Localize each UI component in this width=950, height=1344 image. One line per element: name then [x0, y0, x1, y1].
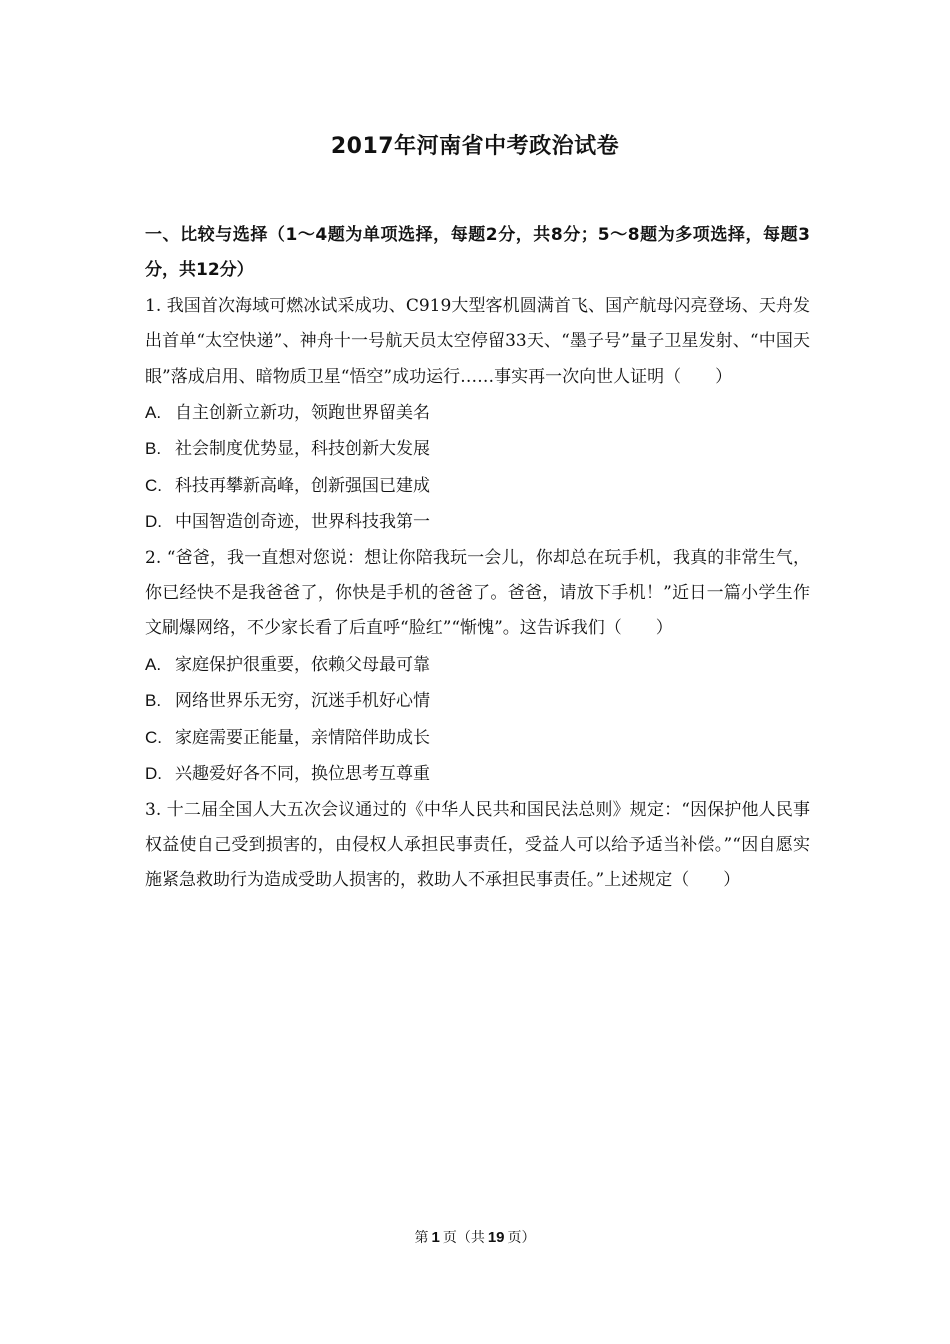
option-text: 中国智造创奇迹，世界科技我第一 [175, 512, 430, 533]
question-2-option-c [145, 720, 810, 756]
option-text: 家庭保护很重要，依赖父母最可靠 [175, 654, 430, 675]
question-1-stem: 1. 我国首次海域可燃冰试采成功、C919大型客机圆满首飞、国产航母闪亮登场、天舟发出首单“太空快递”、神舟十一号航天员太空停留33天、“墨子号”量子卫星发射、“中国天眼”落成启用、暗物质卫星“悟空”成功运行……事实再一次向世人证明（ ） [145, 295, 810, 387]
question-2-stem: 2. “爸爸，我一直想对您说：想让你陪我玩一会儿，你却总在玩手机，我真的非常生气，你已经快不是我爸爸了，你快是手机的爸爸了。爸爸，请放下手机！”近日一篇小学生作文刷爆网络，不少家长看了后直呼“脸红”“惭愧”。这告诉我们（ ） [145, 547, 810, 639]
option-letter: A. [145, 403, 162, 423]
footer-middle: 页（共 [442, 1230, 485, 1246]
option-letter: A. [145, 654, 162, 674]
page-footer [0, 1228, 950, 1248]
section-heading: 一、比较与选择（1～4题为单项选择，每题2分，共8分；5～8题为多项选择，每题3分，共12分） [145, 225, 810, 281]
option-text: 兴趣爱好各不同，换位思考互尊重 [175, 764, 430, 785]
option-text: 自主创新立新功，领跑世界留美名 [175, 403, 430, 424]
question-1-option-c [145, 468, 810, 504]
exam-content [145, 218, 810, 899]
page-title: 2017年河南省中考政治试卷 [330, 134, 620, 159]
question-3-stem: 3. 十二届全国人大五次会议通过的《中华人民共和国民法总则》规定：“因保护他人民事权益使自己受到损害的，由侵权人承担民事责任，受益人可以给予适当补偿。”“因自愿实施紧急救助行为造成受助人损害的，救助人不承担民事责任。”上述规定（ ） [145, 799, 810, 891]
option-letter: B. [145, 691, 162, 711]
question-1-option-b [145, 431, 810, 467]
option-letter: D. [145, 512, 162, 532]
footer-total-pages: 19 [487, 1229, 505, 1246]
option-text: 社会制度优势显，科技创新大发展 [175, 439, 430, 460]
question-1-option-d [145, 504, 810, 540]
question-2-option-d [145, 756, 810, 792]
option-text: 科技再攀新高峰，创新强国已建成 [175, 475, 430, 496]
option-letter: D. [145, 764, 162, 784]
option-letter: C. [145, 727, 162, 747]
footer-suffix: 页） [507, 1230, 536, 1246]
option-text: 网络世界乐无穷，沉迷手机好心情 [175, 691, 430, 712]
option-letter: C. [145, 475, 162, 495]
question-2-option-b [145, 683, 810, 719]
option-letter: B. [145, 439, 162, 459]
question-1-option-a [145, 395, 810, 431]
footer-page-number: 1 [431, 1229, 440, 1246]
option-text: 家庭需要正能量，亲情陪伴助成长 [175, 727, 430, 748]
footer-prefix: 第 [414, 1230, 429, 1246]
question-2-option-a [145, 647, 810, 683]
